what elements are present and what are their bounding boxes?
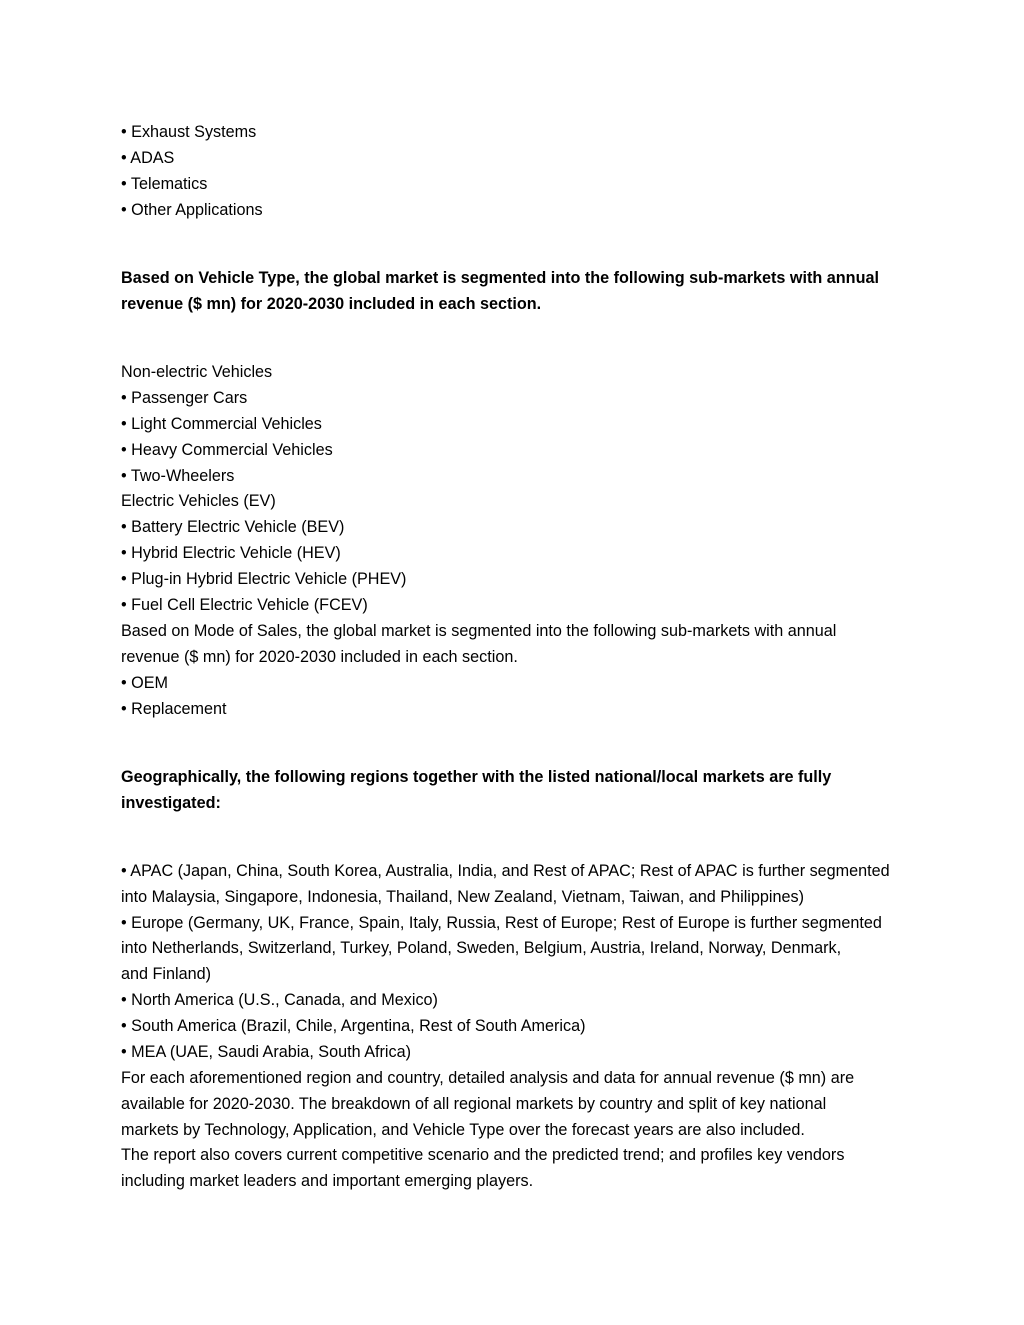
mode-of-sales-text: revenue ($ mn) for 2020-2030 included in each section.	[121, 648, 518, 666]
paragraph-line: markets by Technology, Application, and Vehicle Type over the forecast years are also included.	[121, 1121, 805, 1139]
list-item: • Other Applications	[121, 201, 263, 219]
list-item: Non-electric Vehicles	[121, 363, 273, 381]
list-item: • Plug-in Hybrid Electric Vehicle (PHEV)	[121, 570, 407, 588]
list-item: • South America (Brazil, Chile, Argentina, Rest of South America)	[121, 1017, 586, 1035]
list-item: • Light Commercial Vehicles	[121, 415, 322, 433]
list-item: • ADAS	[121, 149, 175, 167]
list-item: • MEA (UAE, Saudi Arabia, South Africa)	[121, 1043, 411, 1061]
list-item: • Heavy Commercial Vehicles	[121, 441, 333, 459]
paragraph-line: The report also covers current competitive scenario and the predicted trend; and profiles key vendors	[121, 1146, 845, 1164]
list-item: Electric Vehicles (EV)	[121, 492, 276, 510]
list-item: • Battery Electric Vehicle (BEV)	[121, 518, 345, 536]
list-item: • OEM	[121, 674, 169, 692]
list-item: into Malaysia, Singapore, Indonesia, Thailand, New Zealand, Vietnam, Taiwan, and Philippines)	[121, 888, 804, 906]
list-item: • Replacement	[121, 700, 227, 718]
list-item: • APAC (Japan, China, South Korea, Australia, India, and Rest of APAC; Rest of APAC is further segmented	[121, 862, 890, 880]
list-item: • Passenger Cars	[121, 389, 248, 407]
list-item: • Exhaust Systems	[121, 123, 257, 141]
heading-line: investigated:	[121, 794, 221, 812]
list-item: • Hybrid Electric Vehicle (HEV)	[121, 544, 341, 562]
list-item: and Finland)	[121, 965, 211, 983]
paragraph-line: available for 2020-2030. The breakdown of all regional markets by country and split of key national	[121, 1095, 827, 1113]
list-item: • Fuel Cell Electric Vehicle (FCEV)	[121, 596, 368, 614]
list-item: • Europe (Germany, UK, France, Spain, Italy, Russia, Rest of Europe; Rest of Europe is further segmented	[121, 914, 882, 932]
list-item: • Telematics	[121, 175, 208, 193]
heading-line: Based on Vehicle Type, the global market is segmented into the following sub-markets with annual	[121, 269, 879, 287]
paragraph-line: including market leaders and important emerging players.	[121, 1172, 534, 1190]
heading-line: revenue ($ mn) for 2020-2030 included in each section.	[121, 295, 542, 313]
mode-of-sales-text: Based on Mode of Sales, the global market is segmented into the following sub-markets with annual	[121, 622, 837, 640]
list-item: into Netherlands, Switzerland, Turkey, Poland, Sweden, Belgium, Austria, Ireland, Norway, Denmark,	[121, 939, 842, 957]
heading-line: Geographically, the following regions together with the listed national/local markets are fully	[121, 768, 832, 786]
list-item: • North America (U.S., Canada, and Mexico)	[121, 991, 438, 1009]
paragraph-line: For each aforementioned region and country, detailed analysis and data for annual revenue ($ mn) are	[121, 1069, 855, 1087]
list-item: • Two-Wheelers	[121, 467, 235, 485]
